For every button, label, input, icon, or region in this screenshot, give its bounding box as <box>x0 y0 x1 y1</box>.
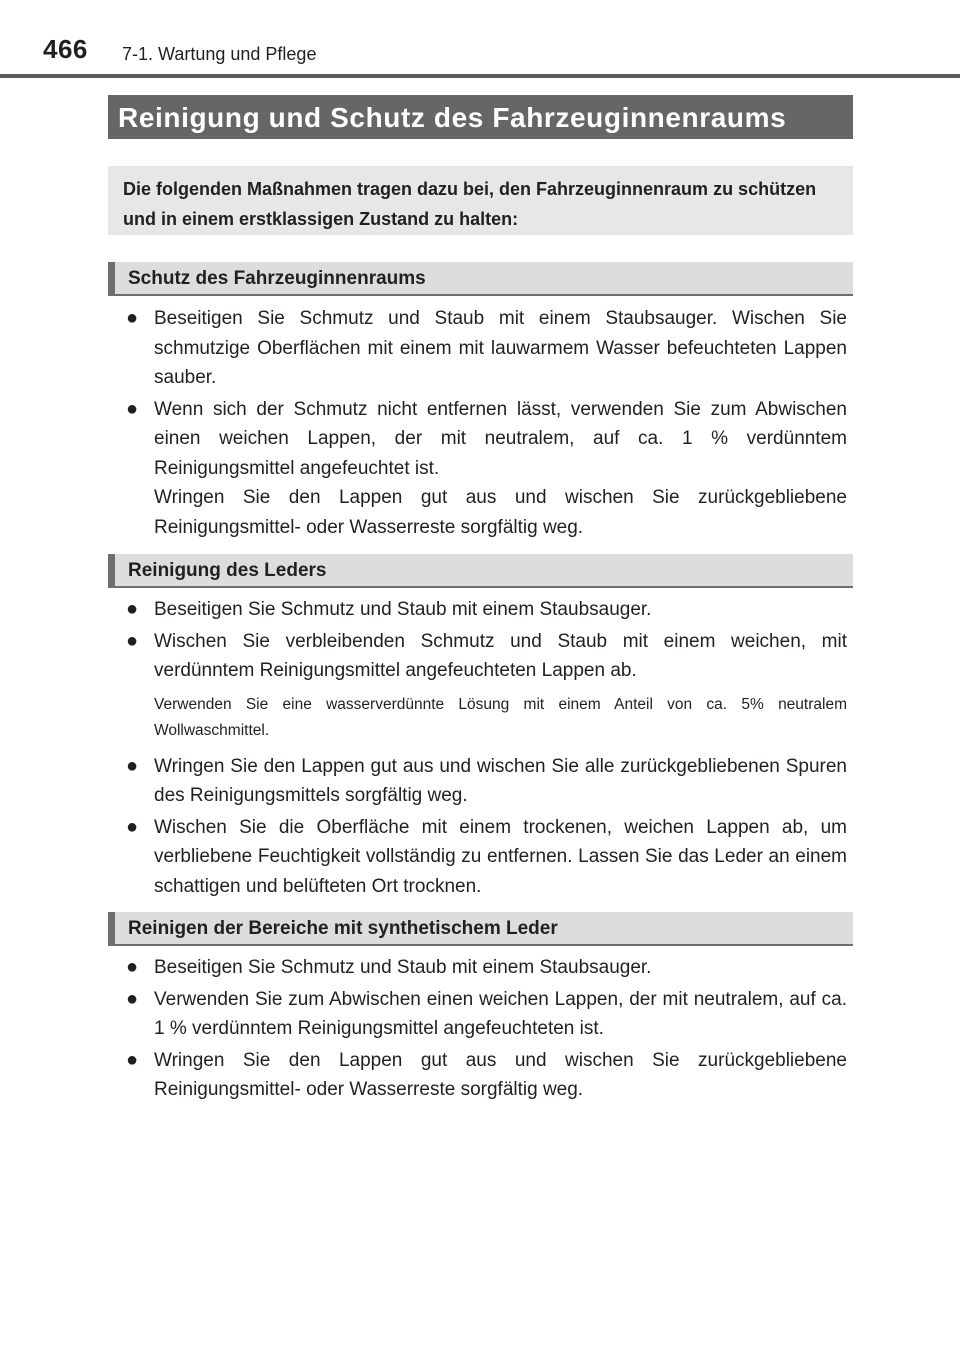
list-item-text: Verwenden Sie zum Abwischen einen weichen Lappen, der mit neutralem, auf ca. 1 % verdünntem Reinigungsmittel angefeuchteten ist. <box>154 988 847 1039</box>
list-item <box>126 752 847 811</box>
list-item-text: Wenn sich der Schmutz nicht entfernen lässt, verwenden Sie zum Abwischen einen weichen Lappen, der mit neutralem, auf ca. 1 % verdünntem Reinigungsmittel angefeuchtet ist. <box>154 398 847 479</box>
list-item <box>126 985 847 1044</box>
list-item <box>126 627 847 686</box>
subheading-synthetisch: Reinigen der Bereiche mit synthetischem Leder <box>108 912 853 946</box>
list-item-text: Beseitigen Sie Schmutz und Staub mit einem Staubsauger. Wischen Sie schmutzige Oberflächen mit einem mit lauwarmem Wasser befeuchteten Lappen sauber. <box>154 308 847 388</box>
list-item <box>126 304 847 393</box>
bullet-list-leder <box>126 595 847 903</box>
page-number: 466 <box>43 34 88 64</box>
list-item-text: Beseitigen Sie Schmutz und Staub mit einem Staubsauger. <box>154 957 652 978</box>
note-text: Verwenden Sie eine wasserverdünnte Lösung mit einem Anteil von ca. 5% neutralem Wollwaschmittel. <box>154 695 847 739</box>
list-item <box>126 1046 847 1105</box>
list-item-text: Wringen Sie den Lappen gut aus und wischen Sie zurückgebliebene Reinigungsmittel- oder Wasserreste sorgfältig weg. <box>154 1049 847 1100</box>
intro-box: Die folgenden Maßnahmen tragen dazu bei, den Fahrzeuginnenraum zu schützen und in einem erstklassigen Zustand zu halten: <box>108 166 853 235</box>
subheading-schutz: Schutz des Fahrzeuginnenraums <box>108 262 853 296</box>
list-item-text: Wringen Sie den Lappen gut aus und wischen Sie alle zurückgebliebenen Spuren des Reinigungsmittels sorgfältig weg. <box>154 755 847 806</box>
list-item <box>126 953 847 983</box>
list-item-continuation: Wringen Sie den Lappen gut aus und wischen Sie zurückgebliebene Reinigungsmittel- oder Wasserreste sorgfältig weg. <box>154 487 847 538</box>
list-item <box>126 813 847 902</box>
list-item <box>126 595 847 625</box>
header-rule <box>0 74 960 78</box>
list-item <box>126 395 847 543</box>
section-header: 7-1. Wartung und Pflege <box>122 44 317 64</box>
page-title: Reinigung und Schutz des Fahrzeuginnenraums <box>108 95 853 139</box>
list-item-text: Beseitigen Sie Schmutz und Staub mit einem Staubsauger. <box>154 599 652 620</box>
bullet-list-schutz <box>126 304 847 544</box>
subheading-leder: Reinigung des Leders <box>108 554 853 588</box>
list-item-text: Wischen Sie die Oberfläche mit einem trockenen, weichen Lappen ab, um verbliebene Feuchtigkeit vollständig zu entfernen. Lassen Sie das Leder an einem schattigen und belüfteten Ort trocknen. <box>154 816 847 897</box>
list-item-text: Wischen Sie verbleibenden Schmutz und Staub mit einem weichen, mit verdünntem Reinigungsmittel angefeuchteten Lappen ab. <box>154 630 847 681</box>
bullet-list-synthetisch <box>126 953 847 1107</box>
